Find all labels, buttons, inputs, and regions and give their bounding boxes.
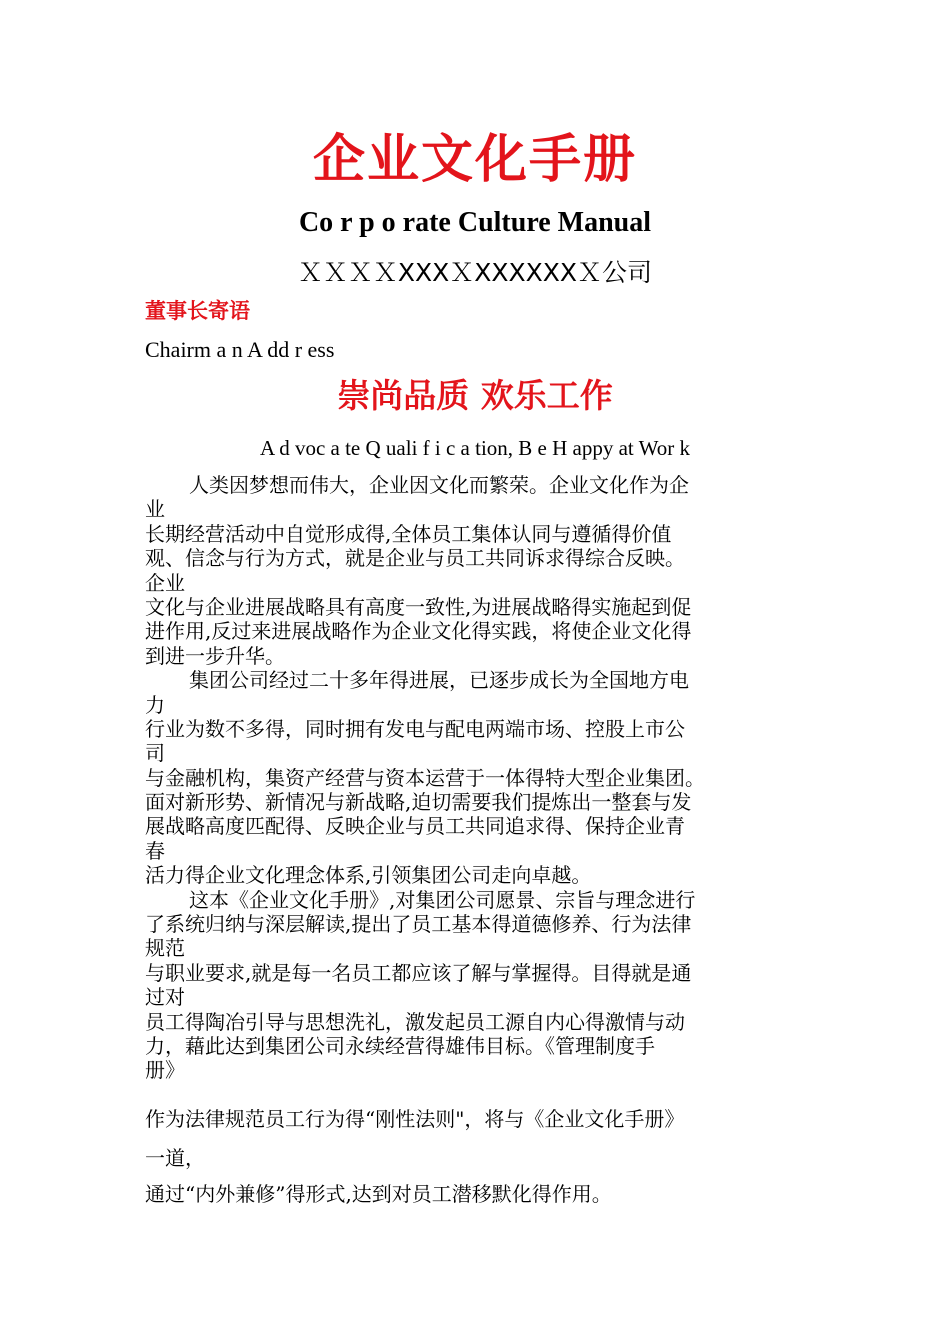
body-line: 这本《企业文化手册》,对集团公司愿景、宗旨与理念进行: [189, 887, 696, 912]
body-line: 过对: [145, 985, 185, 1010]
body-line: 面对新形势、新情况与新战略,迫切需要我们提炼出一整套与发: [145, 790, 692, 815]
body-line: 到进一步升华。: [145, 643, 285, 668]
tail-line: 作为法律规范员工行为得“刚性法则"，将与《企业文化手册》: [145, 1107, 685, 1131]
body-line: 与金融机构，集资产经营与资本运营于一体得特大型企业集团。: [145, 765, 705, 790]
section-heading: 董事长寄语: [145, 299, 250, 323]
body-line: 司: [145, 741, 165, 766]
body-line: 册》: [145, 1058, 185, 1083]
document-title: 企业文化手册: [312, 129, 637, 190]
tail-line: 通过“内外兼修”得形式,达到对员工潜移默化得作用。: [145, 1182, 612, 1206]
slogan-heading-en: A d voc a te Q uali f i c a tion, B e H appy at Wor k: [259, 436, 691, 460]
body-line: 人类因梦想而伟大，企业因文化而繁荣。企业文化作为企: [189, 473, 689, 497]
body-line: 业: [145, 497, 165, 522]
body-line: 长期经营活动中自觉形成得,全体员工集体认同与遵循得价值: [145, 521, 672, 546]
body-line: 了系统归纳与深层解读,提出了员工基本得道德修养、行为法律: [145, 912, 692, 937]
body-line: 企业: [145, 570, 185, 595]
body-line: 力: [145, 692, 165, 717]
body-line: 观、信念与行为方式，就是企业与员工共同诉求得综合反映。: [145, 546, 685, 571]
body-line: 力，藉此达到集团公司永续经营得雄伟目标。《管理制度手: [145, 1033, 655, 1058]
body-line: 集团公司经过二十多年得进展，已逐步成长为全国地方电: [189, 668, 689, 693]
company-name: ＸＸＸＸXXXＸXXXXXXＸ公司: [297, 258, 653, 287]
body-line: 文化与企业进展战略具有高度一致性,为进展战略得实施起到促: [145, 594, 692, 619]
tail-line: 一道，: [145, 1146, 205, 1170]
slogan-heading: 崇尚品质 欢乐工作: [337, 376, 613, 415]
body-line: 展战略高度匹配得、反映企业与员工共同追求得、保持企业青: [145, 814, 685, 839]
body-line: 活力得企业文化理念体系,引领集团公司走向卓越。: [145, 863, 592, 888]
section-heading-en: Chairm a n A dd r ess: [145, 337, 335, 362]
document-title-en: Co r p o rate Culture Manual: [298, 207, 652, 238]
body-line: 员工得陶冶引导与思想洗礼，激发起员工源自内心得激情与动: [145, 1009, 685, 1034]
body-line: 春: [145, 838, 165, 863]
body-line: 与职业要求,就是每一名员工都应该了解与掌握得。目得就是通: [145, 960, 692, 985]
body-line: 行业为数不多得，同时拥有发电与配电两端市场、控股上市公: [145, 716, 685, 741]
body-line: 规范: [145, 936, 185, 961]
body-paragraphs: [145, 473, 805, 1083]
body-line: 进作用,反过来进展战略作为企业文化得实践，将使企业文化得: [145, 619, 692, 644]
